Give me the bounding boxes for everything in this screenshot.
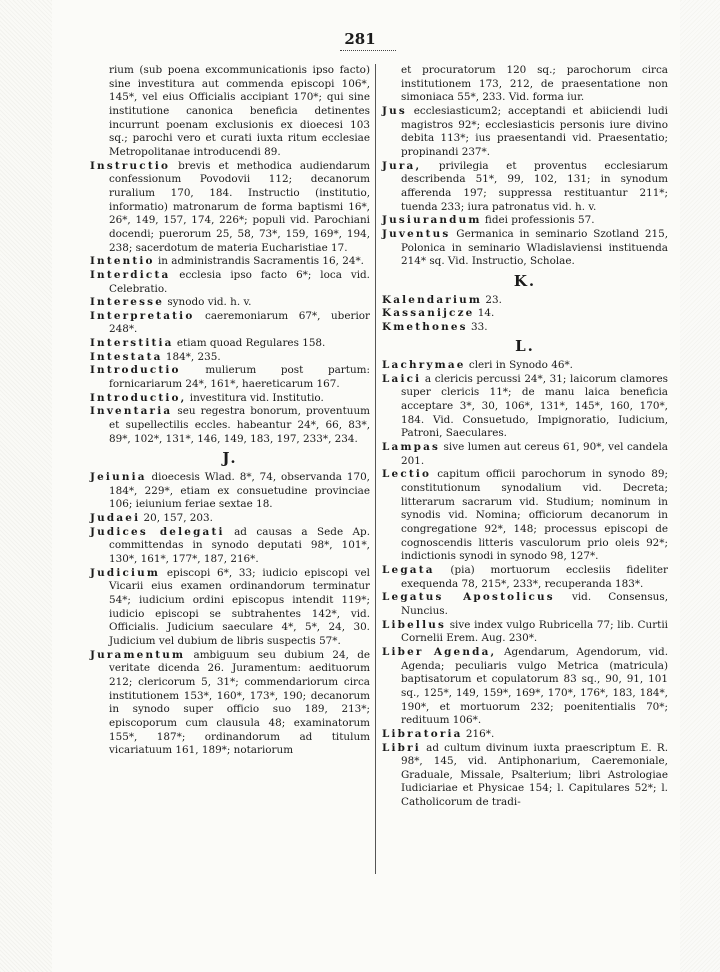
index-entry bbox=[90, 364, 370, 391]
index-keyword: Laici bbox=[382, 372, 422, 385]
scan-margin-left bbox=[0, 0, 52, 972]
index-entry bbox=[90, 471, 370, 512]
index-entry bbox=[382, 359, 668, 373]
index-entry bbox=[382, 742, 668, 810]
index-keyword: Judaei bbox=[90, 512, 141, 524]
index-keyword: Kassanijcze bbox=[382, 307, 475, 320]
index-entry bbox=[90, 296, 370, 310]
index-keyword: Lachrymae bbox=[382, 359, 466, 372]
index-keyword: Jeiunia bbox=[90, 471, 147, 484]
index-entry bbox=[382, 728, 668, 742]
index-entry bbox=[90, 392, 370, 406]
right-entries bbox=[382, 64, 668, 269]
index-entry bbox=[382, 591, 668, 618]
index-keyword: Jusiurandum bbox=[382, 214, 482, 227]
index-keyword: Interdicta bbox=[90, 268, 171, 281]
index-references: Agendarum, Agendorum, vid. Agenda; peculiaris vulgo Metrica (matricula) baptisatorum et copulatorum 83 sq., 90, 91, 101 sq., 125*, 149, 159*, 169*, 170*, 176*, 183, 184*, 190*, et mortuorum 232; poenitentialis 70*; redituum 106*. bbox=[401, 645, 668, 727]
index-references: etiam quoad Regulares 158. bbox=[173, 337, 326, 350]
index-entry bbox=[90, 310, 370, 337]
index-references: ambiguum seu dubium 24, de veritate dicenda 26. Juramentum: aedituorum 212; clericorum 5, 31*; commendariorum circa institutionem 153*, 160*, 173*, 190; decanorum in synodo super officio suo 189, 213*; episcoporum cum clausula 48; examinatorum 155*, 187*; ordinandorum ad titulum vicariatuum 161, 189*; notariorum bbox=[109, 648, 370, 757]
index-references: rium (sub poena excommunicationis ipso facto) sine investitura aut commenda episcopi 106*, 145*, vel eius Officialis accipiant 170*; qui sine institutione canonica beneficia detinentes incurrunt poenam exclusionis ex dioecesi 103 sq.; parochi vero et curati iuxta ritum ecclesiae Metropolitanae introducendi 89. bbox=[109, 64, 370, 158]
index-references: seu regestra bonorum, proventuum et supellectilis eccles. habeantur 24*, 66, 83*, 89*, 102*, 131*, 146, 149, 183, 197, 233*, 234. bbox=[109, 405, 370, 445]
index-keyword: Interesse bbox=[90, 296, 165, 309]
index-references: investitura vid. Institutio. bbox=[186, 391, 324, 404]
index-keyword: Intentio bbox=[90, 255, 155, 268]
index-entry bbox=[382, 373, 668, 441]
index-references: sive lumen aut cereus 61, 90*, vel candela 201. bbox=[401, 441, 668, 467]
page-number: 281 bbox=[344, 30, 376, 48]
left-column bbox=[90, 64, 370, 758]
index-references: episcopi 6*, 33; iudicio episcopi vel Vicarii eius examen ordinandorum terminatur 54*; iudicium ordini episcopus intendit 119*; iudicio episcopi se subtrahentes 142*, vid. Officialis. Judicium saeculare 4*, 5*, 24, 30. Judicium vel dubium de libris suspectis 57*. bbox=[109, 566, 370, 647]
index-entry bbox=[90, 567, 370, 649]
k-entries bbox=[382, 294, 668, 335]
index-entry bbox=[382, 105, 668, 160]
index-keyword: Libratoria bbox=[382, 727, 463, 740]
index-entry bbox=[90, 160, 370, 256]
index-references: ad cultum divinum iuxta praescriptum E. R. 98*, 145, vid. Antiphonarium, Caeremoniale, Graduale, Missale, Psalterium; libri Astrologiae Iudiciariae et Physicae 154; l. Capitulares 52*; l. Catholicorum de tradi- bbox=[401, 741, 668, 809]
index-entry bbox=[382, 619, 668, 646]
index-keyword: Kmethones bbox=[382, 320, 468, 333]
page-number-underline bbox=[340, 50, 396, 51]
index-references: 216*. bbox=[462, 727, 495, 740]
index-entry bbox=[382, 294, 668, 308]
index-keyword: Jura, bbox=[382, 159, 422, 172]
index-keyword: Judicium bbox=[90, 566, 161, 579]
index-references: 20, 157, 203. bbox=[140, 512, 213, 524]
index-references: ecclesiasticum2; acceptandi et abiiciendi ludi magistros 92*; ecclesiasticis personis iure divino debita 113*; ius praesentandi vid. Praesentatio; propinandi 237*. bbox=[401, 104, 668, 158]
index-entry bbox=[382, 646, 668, 728]
index-entry bbox=[382, 64, 668, 105]
index-entry bbox=[382, 441, 668, 468]
index-keyword: Jus bbox=[382, 104, 407, 117]
index-keyword: Libri bbox=[382, 741, 421, 754]
index-entry bbox=[90, 405, 370, 446]
index-references: privilegia et proventus ecclesiarum describenda 51*, 99, 102, 131; in synodum afferenda 197; suppressa restituantur 211*; tuenda 233; iura patronatus vid. h. v. bbox=[401, 159, 668, 213]
index-entry bbox=[382, 564, 668, 591]
index-keyword: Legatus Apostolicus bbox=[382, 591, 555, 604]
index-references: 184*, 235. bbox=[162, 350, 221, 363]
index-references: 33. bbox=[467, 320, 488, 333]
column-divider bbox=[375, 64, 376, 874]
index-references: in administrandis Sacramentis 16, 24*. bbox=[154, 255, 364, 268]
index-references: fidei professionis 57. bbox=[481, 214, 595, 227]
index-keyword: Interpretatio bbox=[90, 309, 195, 322]
index-keyword: Instructio bbox=[90, 159, 171, 172]
index-keyword: Liber Agenda, bbox=[382, 645, 497, 658]
index-entry bbox=[90, 526, 370, 567]
index-entry bbox=[90, 649, 370, 758]
index-references: mulierum post partum: fornicariarum 24*, 161*, haereticarum 167. bbox=[109, 364, 370, 391]
index-keyword: Introductio bbox=[90, 364, 181, 377]
section-heading-j: J. bbox=[222, 449, 238, 468]
index-entry bbox=[382, 321, 668, 335]
index-references: cleri in Synodo 46*. bbox=[465, 359, 573, 372]
index-references: sive index vulgo Rubricella 77; lib. Curtii Cornelii Erem. Aug. 230*. bbox=[401, 618, 668, 645]
index-keyword: Judices delegati bbox=[90, 525, 225, 538]
index-keyword: Lectio bbox=[382, 468, 432, 481]
index-entry bbox=[382, 228, 668, 269]
index-keyword: Juramentum bbox=[90, 648, 186, 661]
index-references: 14. bbox=[474, 307, 495, 320]
index-references: synodo vid. h. v. bbox=[164, 296, 252, 309]
section-heading-l: L. bbox=[515, 337, 535, 356]
index-entry bbox=[382, 468, 668, 564]
index-keyword: Intestata bbox=[90, 350, 163, 363]
index-entry bbox=[90, 512, 370, 526]
scan-margin-right bbox=[680, 0, 720, 972]
index-references: capitum officii parochorum in synodo 89; constitutionum synodalium vid. Decreta; litterarum sacrarum vid. Studium; nominum in synodis vid. Nomina; officiorum decanorum in congregatione 92*, 148; processus episcopi de cognoscendis litteris vasculorum prio oleis 92*; indictionis synodi in synodo 98, 127*. bbox=[401, 468, 668, 563]
index-entry bbox=[90, 255, 370, 269]
index-references: 23. bbox=[482, 293, 502, 306]
index-keyword: Kalendarium bbox=[382, 293, 483, 306]
index-references: ad causas a Sede Ap. committendas in synodo deputati 98*, 101*, 130*, 161*, 177*, 187, 216*. bbox=[109, 525, 371, 565]
index-entry bbox=[90, 269, 370, 296]
index-references: caeremoniarum 67*, uberior 248*. bbox=[109, 309, 370, 336]
index-references: Germanica in seminario Szotland 215, Polonica in seminario Wladislaviensi instituenda 214* sq. Vid. Instructio, Scholae. bbox=[401, 227, 668, 268]
index-references: ecclesia ipso facto 6*; loca vid. Celebratio. bbox=[109, 268, 370, 295]
index-keyword: Legata bbox=[382, 563, 435, 576]
index-keyword: Inventaria bbox=[90, 405, 173, 418]
right-column bbox=[382, 64, 668, 810]
index-references: (pia) mortuorum ecclesiis fideliter exequenda 78, 215*, 233*, recuperanda 183*. bbox=[401, 563, 668, 590]
index-references: vid. Consensus, Nuncius. bbox=[401, 591, 669, 617]
left-entries bbox=[90, 64, 370, 446]
index-keyword: Lampas bbox=[382, 441, 441, 454]
index-references: a clericis percussi 24*, 31; laicorum clamores super clericis 11*; de manu laica beneficia acceptare 3*, 30, 106*, 131*, 145*, 160, 170*, 184. Vid. Consuetudo, Impignoratio, Iudicium, Patroni, Saeculares. bbox=[401, 372, 668, 440]
index-keyword: Interstitia bbox=[90, 337, 174, 350]
l-entries bbox=[382, 359, 668, 810]
index-entry bbox=[382, 214, 668, 228]
index-entry bbox=[90, 351, 370, 365]
index-entry bbox=[90, 64, 370, 160]
index-references: et procuratorum 120 sq.; parochorum circa institutionem 173, 212, de praesentatione non simoniaca 55*, 233. Vid. forma iur. bbox=[401, 64, 668, 104]
index-keyword: Introductio, bbox=[90, 391, 187, 404]
index-keyword: Juventus bbox=[382, 227, 451, 240]
index-entry bbox=[90, 337, 370, 351]
index-keyword: Libellus bbox=[382, 618, 447, 631]
section-heading-k: K. bbox=[513, 271, 537, 290]
index-entry bbox=[382, 307, 668, 321]
index-references: brevis et methodica audiendarum confessionum Povodovii 112; decanorum ruralium 170, 184. Instructio (institutio, informatio) matronarum de forma baptismi 16*, 26*, 149, 157, 174, 226*; populi vid. Parochiani docendi; puerorum 25, 58, 73*, 159, 169*, 194, 238; sacerdotum de materia Eucharistiae 17. bbox=[109, 159, 370, 254]
index-references: dioecesis Wlad. 8*, 74, observanda 170, 184*, 229*, etiam ex consuetudine provinciae 106; ieiunium feriae sextae 18. bbox=[109, 471, 370, 511]
index-entry bbox=[382, 160, 668, 215]
j-entries bbox=[90, 471, 370, 758]
